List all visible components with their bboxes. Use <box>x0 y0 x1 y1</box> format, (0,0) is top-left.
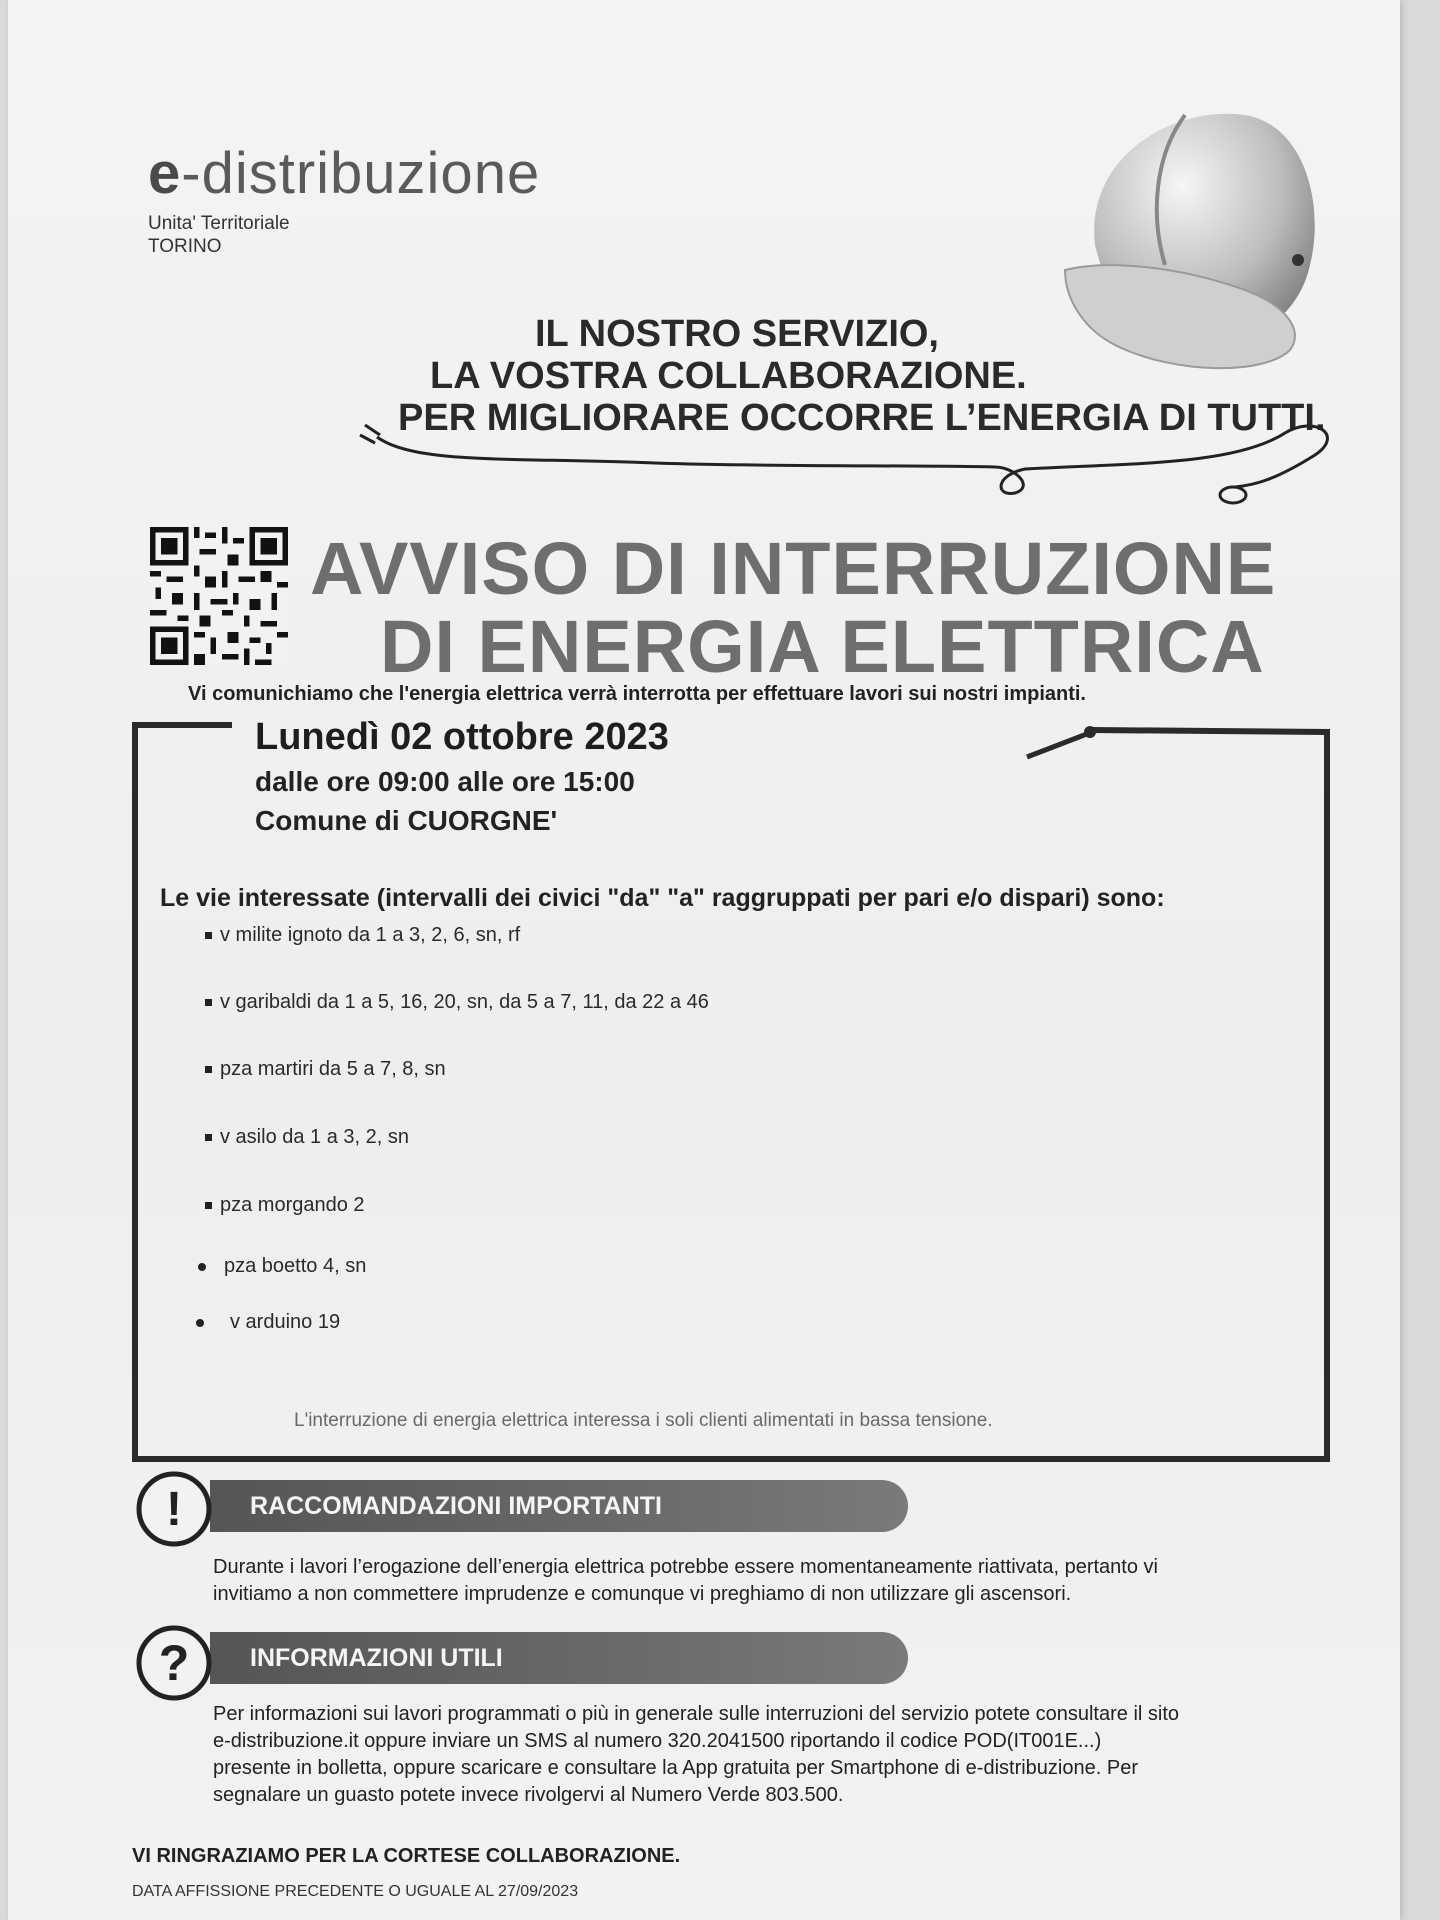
outage-hours: dalle ore 09:00 alle ore 15:00 <box>255 766 635 797</box>
street-item: v asilo da 1 a 3, 2, sn <box>205 1126 409 1149</box>
title-line-2: DI ENERGIA ELETTRICA <box>380 605 1265 688</box>
streets-heading: Le vie interessate (intervalli dei civici "da" "a" raggruppati per pari e/o dispari) sono: <box>160 884 1165 912</box>
plug-cable-icon <box>355 405 1345 505</box>
street-item: v milite ignoto da 1 a 3, 2, 6, sn, rf <box>205 924 520 947</box>
posting-date: DATA AFFISSIONE PRECEDENTE O UGUALE AL 27/09/2023 <box>132 1883 579 1900</box>
bullet-icon <box>205 1202 212 1209</box>
outage-date: Lunedì 02 ottobre 2023 <box>255 716 669 758</box>
bullet-icon <box>205 1066 212 1073</box>
info-text: Per informazioni sui lavori programmati o più in generale sulle interruzioni del servizio potete consultare il sito e-distribuzione.it oppure inviare un SMS al numero 320.2041500 riportando il codice POD(IT001E...) presente in bolletta, oppure scaricare e consultare la App gratuita per Smartphone di e-distribuzione. Per segnalare un guasto potete invece rivolgervi al Numero Verde 803.500. <box>213 1703 1180 1806</box>
svg-text:!: ! <box>166 1483 182 1536</box>
unit-city: TORINO <box>148 236 222 257</box>
territorial-unit <box>148 212 290 258</box>
bullet-icon <box>205 932 212 939</box>
unit-label: Unita' Territoriale <box>148 213 290 234</box>
intro-text: Vi comunichiamo che l'energia elettrica verrà interrotta per effettuare lavori sui nostri impianti. <box>188 683 1086 705</box>
bullet-icon <box>196 1319 204 1327</box>
question-icon <box>135 1624 213 1702</box>
recommendations-header: RACCOMANDAZIONI IMPORTANTI <box>210 1480 908 1532</box>
street-item: pza martiri da 5 a 7, 8, sn <box>205 1058 446 1081</box>
slogan-line-1: IL NOSTRO SERVIZIO, <box>535 313 939 355</box>
bullet-icon <box>198 1263 206 1271</box>
qr-code-icon <box>150 527 288 665</box>
outage-comune: Comune di CUORGNE' <box>255 805 558 836</box>
bullet-icon <box>205 999 212 1006</box>
street-item: pza boetto 4, sn <box>198 1255 366 1278</box>
thanks-text: VI RINGRAZIAMO PER LA CORTESE COLLABORAZIONE. <box>132 1845 681 1867</box>
notice-title <box>310 527 1380 688</box>
info-header: INFORMAZIONI UTILI <box>210 1632 908 1684</box>
street-item: v arduino 19 <box>196 1311 340 1334</box>
warning-icon <box>135 1470 213 1548</box>
brand-logo: e-distribuzione <box>148 141 541 206</box>
recommendations-text: Durante i lavori l’erogazione dell’energia elettrica potrebbe essere momentaneamente riattivata, pertanto vi invitiamo a non commettere imprudenze e comunque vi preghiamo di non utilizzare gli ascensori. <box>213 1556 1158 1605</box>
low-voltage-footnote: L'interruzione di energia elettrica interessa i soli clienti alimentati in bassa tensione. <box>294 1410 993 1431</box>
bullet-icon <box>205 1134 212 1141</box>
street-item: v garibaldi da 1 a 5, 16, 20, sn, da 5 a 7, 11, da 22 a 46 <box>205 991 709 1014</box>
slogan-line-2: LA VOSTRA COLLABORAZIONE. <box>430 355 1027 397</box>
slogan-line-3: PER MIGLIORARE OCCORRE L’ENERGIA DI TUTTI. <box>398 397 1326 439</box>
title-line-1: AVVISO DI INTERRUZIONE <box>310 527 1277 610</box>
svg-text:?: ? <box>158 1635 190 1691</box>
street-item: pza morgando 2 <box>205 1194 365 1217</box>
